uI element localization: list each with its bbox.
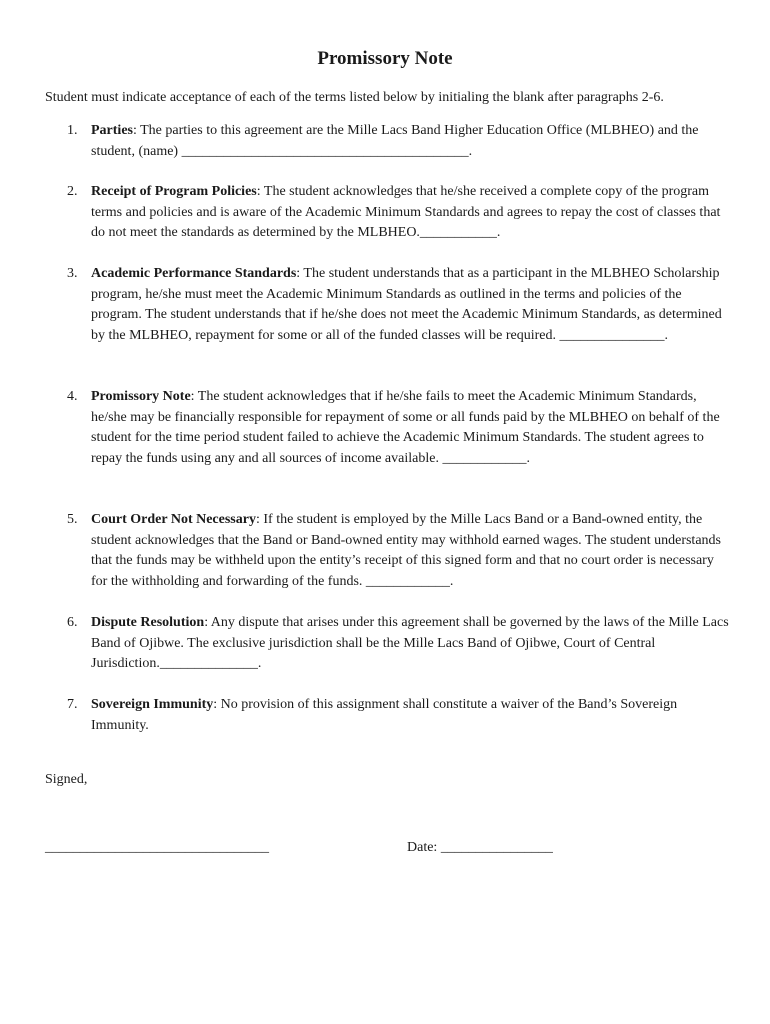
term-body [91, 695, 731, 736]
term-label: Receipt of Program Policies [91, 184, 257, 199]
term-text: : The student acknowledges that he/she received a complete copy of the program terms and policies and is aware of the Academic Minimum Standards and agrees to repay the cost of classes that do not meet the standards as determined by the MLBHEO.___________. [91, 184, 721, 240]
term-number: 4. [67, 389, 78, 404]
term-label: Court Order Not Necessary [91, 512, 256, 527]
signed-label: Signed, [45, 772, 88, 787]
term-text: : The student acknowledges that if he/she fails to meet the Academic Minimum Standards, he/she may be financially responsible for repayment of some or all funds paid by the MLBHEO on behalf of the student for the time period student failed to achieve the Academic Minimum Standards. The student agrees to repay the funds using any and all sources of income available. ____________. [91, 389, 720, 466]
term-label: Sovereign Immunity [91, 697, 214, 712]
term-number: 3. [67, 266, 78, 281]
term-text: : No provision of this assignment shall constitute a waiver of the Band’s Sovereign Immunity. [91, 697, 678, 733]
term-body [91, 182, 731, 244]
signature-line: ________________________________ [45, 840, 269, 855]
term-number: 1. [67, 123, 78, 138]
term-body [91, 613, 731, 675]
term-label: Parties [91, 123, 133, 138]
term-number: 2. [67, 184, 78, 199]
term-body [91, 387, 731, 469]
term-text: : If the student is employed by the Mille Lacs Band or a Band-owned entity, the student acknowledges that the Band or Band-owned entity may withhold earned wages. The student understands that the funds may be withheld upon the entity’s receipt of this signed form and that no court order is necessary for the withholding and forwarding of the funds. ____________. [91, 512, 721, 589]
page-title: Promissory Note [317, 48, 453, 69]
term-body [91, 264, 731, 346]
term-label: Academic Performance Standards [91, 266, 297, 281]
term-label: Dispute Resolution [91, 615, 205, 630]
term-number: 6. [67, 615, 78, 630]
intro-text: Student must indicate acceptance of each of the terms listed below by initialing the blank after paragraphs 2-6. [45, 90, 664, 105]
term-label: Promissory Note [91, 389, 191, 404]
term-text: : The student understands that as a participant in the MLBHEO Scholarship program, he/she must meet the Academic Minimum Standards as outlined in the terms and policies of the program. The student understands that if he/she does not meet the Academic Minimum Standards, as determined by the MLBHEO, repayment for some or all of the funded classes will be required. _______________. [91, 266, 722, 343]
date-field: Date: ________________ [407, 840, 553, 855]
term-text: : Any dispute that arises under this agreement shall be governed by the laws of the Mille Lacs Band of Ojibwe. The exclusive jurisdiction shall be the Mille Lacs Band of Ojibwe, Court of Central Jurisdiction.______________. [91, 615, 729, 671]
term-number: 5. [67, 512, 78, 527]
term-text: : The parties to this agreement are the Mille Lacs Band Higher Education Office (MLBHEO) and the student, (name) _________________________________________. [91, 123, 699, 159]
term-number: 7. [67, 697, 78, 712]
term-body [91, 510, 731, 592]
term-body [91, 121, 731, 162]
